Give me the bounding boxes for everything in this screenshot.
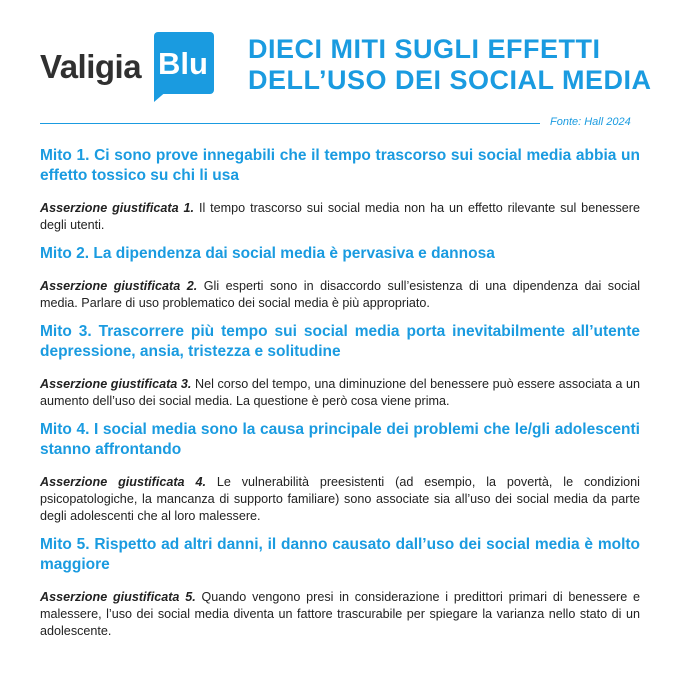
header-divider [40,123,540,124]
logo-text: Valigia [40,48,142,85]
myth-2 [40,244,640,312]
myth-5 [40,535,640,640]
claim-label: Asserzione giustificata 2. [40,279,198,293]
header [40,30,652,110]
title-line-1: DIECI MITI SUGLI EFFETTI [248,34,601,64]
myth-title: Mito 3. Trascorrere più tempo sui social media porta inevitabilmente all’utente depressione, ansia, tristezza e solitudine [40,323,640,360]
logo-blu-box [154,32,214,94]
myth-title: Mito 2. La dipendenza dai social media è pervasiva e dannosa [40,245,495,262]
claim-text: Quando vengono presi in considerazione i predittori primari di benessere e malessere, l’uso dei social media diventa un fattore trascurabile per spiegare la varianza nello stato di un adolescente. [40,590,641,638]
claim [40,589,640,640]
claim [40,376,640,410]
myth-3 [40,322,640,410]
claim-label: Asserzione giustificata 4. [40,475,206,489]
claim-label: Asserzione giustificata 3. [40,377,192,391]
source-note: Fonte: Hall 2024 [550,116,631,128]
myth-title: Mito 1. Ci sono prove innegabili che il tempo trascorso sui social media abbia un effetto tossico su chi li usa [40,147,640,184]
claim [40,278,640,312]
claim [40,200,640,234]
claim-text: Nel corso del tempo, una diminuzione del benessere può essere associata a un aumento dell’uso dei social media. La questione è però cosa viene prima. [40,377,640,408]
myth-title: Mito 5. Rispetto ad altri danni, il danno causato dall’uso dei social media è molto maggiore [40,536,640,573]
claim [40,474,640,525]
claim-label: Asserzione giustificata 1. [40,201,195,215]
claim-text: Il tempo trascorso sui social media non ha un effetto rilevante sul benessere degli utenti. [40,201,640,232]
claim-text: Le vulnerabilità preesistenti (ad esempio, la povertà, le condizioni psicopatologiche, la mancanza di supporto familiare) sono associate sia all’uso dei social media da parte degli adolescenti che al loro malessere. [40,475,640,523]
page-title [248,34,652,96]
logo-blu-text: Blu [158,46,208,81]
myth-1 [40,146,640,234]
valigia-blu-logo [40,30,230,110]
claim-label: Asserzione giustificata 5. [40,590,196,604]
myth-title: Mito 4. I social media sono la causa principale dei problemi che le/gli adolescenti stanno affrontando [40,421,640,458]
logo-speech-tail [154,90,168,102]
title-line-2: DELL’USO DEI SOCIAL MEDIA [248,65,652,95]
claim-text: Gli esperti sono in disaccordo sull’esistenza di una dipendenza dai social media. Parlare di uso problematico dei social media è più appropriato. [40,279,640,310]
myths-list [40,146,640,650]
myth-4 [40,420,640,525]
